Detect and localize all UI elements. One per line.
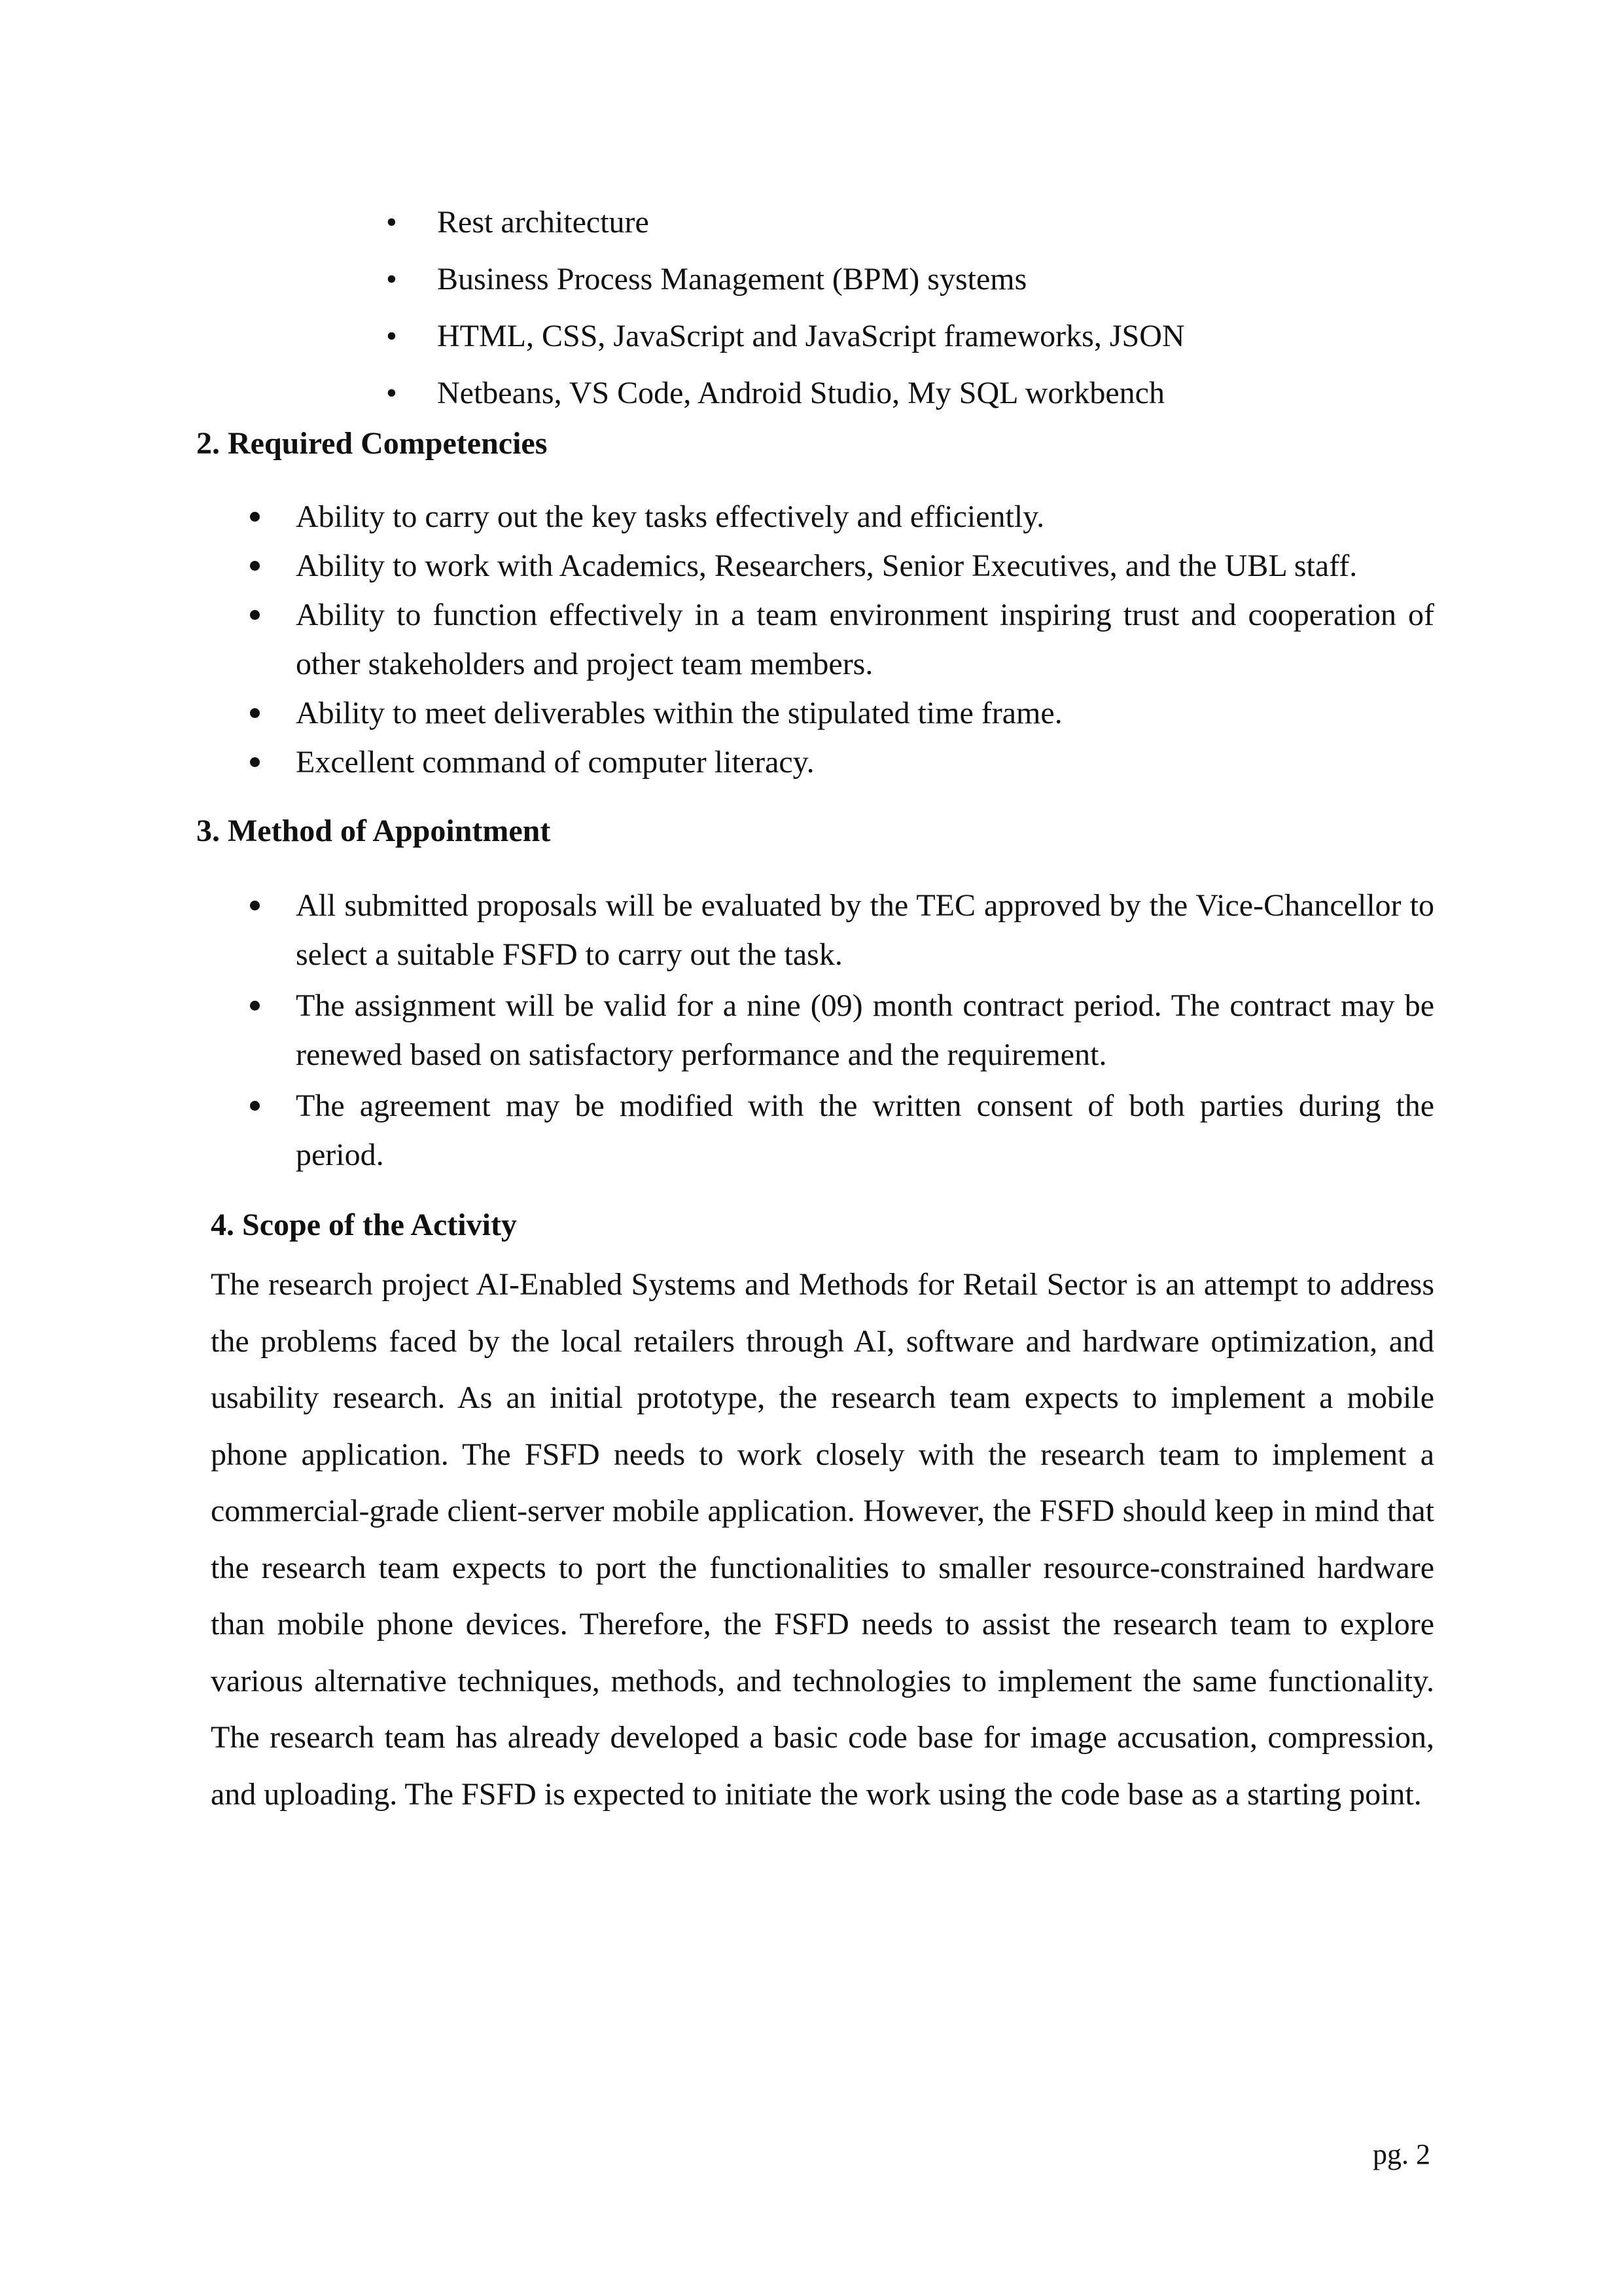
list-item-text: HTML, CSS, JavaScript and JavaScript frameworks, JSON: [437, 319, 1185, 353]
section-heading-method-of-appointment: 3. Method of Appointment: [196, 814, 551, 848]
list-item-text: All submitted proposals will be evaluated by the TEC approved by the Vice-Chancellor to select a suitable FSFD to carry out the task.: [296, 888, 1434, 972]
list-item: [242, 541, 1434, 590]
bullet-icon: •: [386, 205, 397, 240]
list-item: [386, 308, 1498, 365]
section-heading-scope-of-activity: 4. Scope of the Activity: [211, 1208, 517, 1242]
bullet-icon: •: [386, 262, 397, 296]
bullet-dot-icon: [250, 561, 260, 571]
bullet-dot-icon: [250, 610, 260, 620]
list-item-text: Rest architecture: [437, 205, 649, 240]
bullet-dot-icon: [250, 1101, 260, 1111]
bullet-icon: •: [386, 319, 397, 353]
list-item-text: Ability to work with Academics, Researchers, Senior Executives, and the UBL staff.: [296, 548, 1358, 583]
list-item: [242, 981, 1434, 1079]
bullet-dot-icon: [250, 757, 260, 767]
list-item: [242, 689, 1434, 738]
list-item: [242, 590, 1434, 689]
bullet-dot-icon: [250, 708, 260, 718]
list-item-text: Netbeans, VS Code, Android Studio, My SQL workbench: [437, 376, 1165, 410]
list-item: [242, 738, 1434, 787]
list-item-text: The assignment will be valid for a nine (09) month contract period. The contract may be renewed based on satisfactory performance and the requirement.: [296, 988, 1434, 1072]
bullet-dot-icon: [250, 1001, 260, 1011]
appointment-list: [242, 881, 1434, 1181]
list-item: [242, 492, 1434, 541]
list-item-text: Ability to carry out the key tasks effectively and efficiently.: [296, 499, 1045, 534]
list-item: [242, 881, 1434, 979]
list-item-text: The agreement may be modified with the written consent of both parties during the period.: [296, 1088, 1434, 1172]
bullet-dot-icon: [250, 901, 260, 910]
list-item: [386, 251, 1498, 308]
bullet-dot-icon: [250, 512, 260, 522]
page-number: pg. 2: [1373, 2138, 1430, 2170]
list-item-text: Business Process Management (BPM) systems: [437, 262, 1027, 296]
list-item-text: Ability to function effectively in a team environment inspiring trust and cooperation of other stakeholders and project team members.: [296, 598, 1434, 681]
bullet-icon: •: [386, 376, 397, 410]
technology-list: [386, 194, 1498, 422]
list-item-text: Excellent command of computer literacy.: [296, 745, 815, 780]
competencies-list: [242, 492, 1434, 787]
scope-paragraph: The research project AI-Enabled Systems and Methods for Retail Sector is an attempt to address the problems faced by the local retailers through AI, software and hardware optimization, and usability research. As an initial prototype, the research team expects to implement a mobile phone application. The FSFD needs to work closely with the research team to implement a commercial-grade client-server mobile application. However, the FSFD should keep in mind that the research team expects to port the functionalities to smaller resource-constrained hardware than mobile phone devices. Therefore, the FSFD needs to assist the research team to explore various alternative techniques, methods, and technologies to implement the same functionality. The research team has already developed a basic code base for image accusation, compression, and uploading. The FSFD is expected to initiate the work using the code base as a starting point.: [211, 1267, 1434, 1812]
list-item: [386, 365, 1498, 422]
list-item: [386, 194, 1498, 251]
section-heading-required-competencies: 2. Required Competencies: [196, 426, 548, 461]
list-item: [242, 1081, 1434, 1179]
list-item-text: Ability to meet deliverables within the stipulated time frame.: [296, 696, 1063, 730]
